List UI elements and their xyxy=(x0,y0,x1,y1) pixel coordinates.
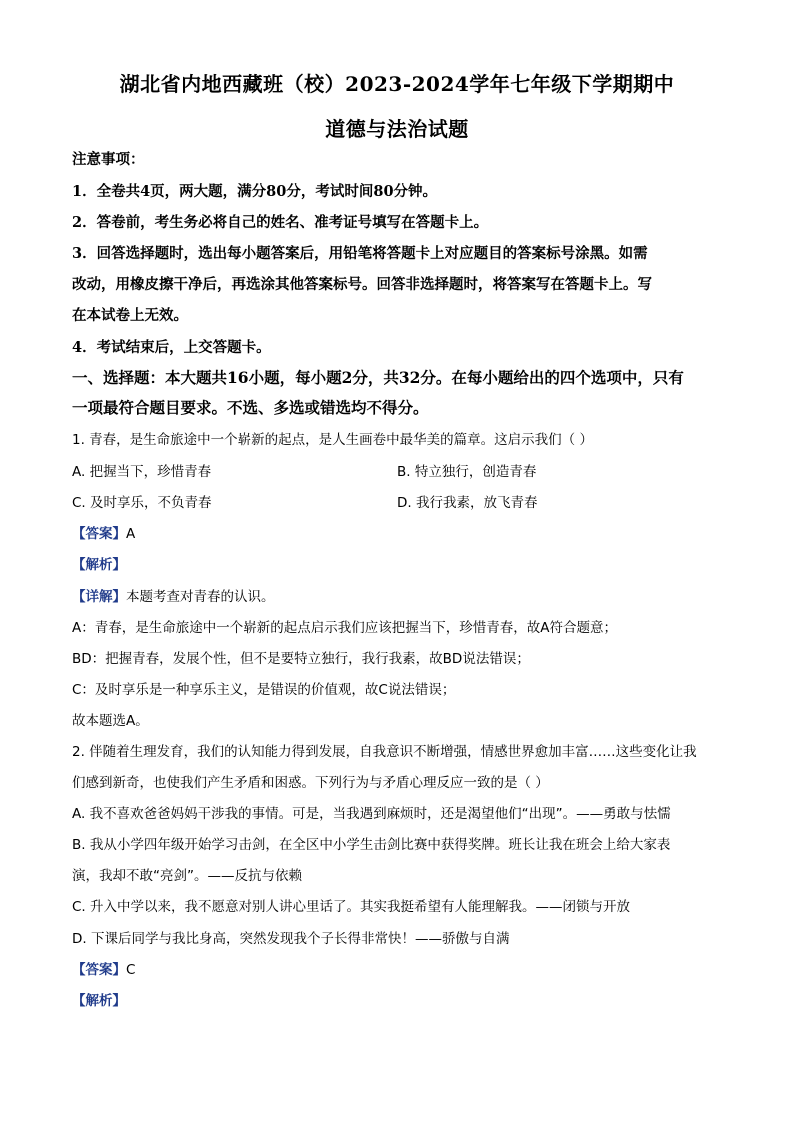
notice-item: 2．答卷前，考生务必将自己的姓名、准考证号填写在答题卡上。 xyxy=(72,214,489,231)
question-2-option-d: D. 下课后同学与我比身高，突然发现我个子长得非常快！——骄傲与自满 xyxy=(72,931,510,947)
question-2-stem-cont: 们感到新奇，也使我们产生矛盾和困惑。下列行为与矛盾心理反应一致的是（ ） xyxy=(72,775,549,791)
question-2-option-b: B. 我从小学四年级开始学习击剑，在全区中小学生击剑比赛中获得奖牌。班长让我在班会上给大家表 xyxy=(72,837,671,853)
detail-text: 本题考查对青春的认识。 xyxy=(126,589,275,605)
answer-value: C xyxy=(126,962,136,978)
question-2-analysis xyxy=(72,991,126,1011)
question-1-option-d: D. 我行我素，放飞青春 xyxy=(397,495,538,511)
question-1-option-c: C. 及时享乐，不负青春 xyxy=(72,495,212,511)
exam-title: 湖北省内地西藏班（校）2023-2024学年七年级下学期期中 xyxy=(119,72,675,96)
notice-item: 在本试卷上无效。 xyxy=(72,307,188,324)
question-1-explanation: BD：把握青春，发展个性，但不是要特立独行，我行我素，故BD说法错误； xyxy=(72,651,530,667)
answer-value: A xyxy=(126,526,136,542)
answer-tag: 【答案】 xyxy=(72,962,126,978)
answer-tag: 【答案】 xyxy=(72,526,126,542)
question-1-option-a: A. 把握当下，珍惜青春 xyxy=(72,464,212,480)
detail-tag: 【详解】 xyxy=(72,589,126,605)
question-1-answer xyxy=(72,524,135,544)
question-1-detail xyxy=(72,587,275,607)
analysis-tag: 【解析】 xyxy=(72,993,126,1009)
question-1-stem: 1. 青春，是生命旅途中一个崭新的起点，是人生画卷中最华美的篇章。这启示我们（ ） xyxy=(72,432,593,448)
notice-heading: 注意事项： xyxy=(72,151,145,168)
notice-item: 3．回答选择题时，选出每小题答案后，用铅笔将答题卡上对应题目的答案标号涂黑。如需 xyxy=(72,245,648,262)
question-2-option-a: A. 我不喜欢爸爸妈妈干涉我的事情。可是，当我遇到麻烦时，还是渴望他们“出现”。——勇敢与怯懦 xyxy=(72,806,671,822)
question-2-option-c: C. 升入中学以来，我不愿意对别人讲心里话了。其实我挺希望有人能理解我。——闭锁与开放 xyxy=(72,899,631,915)
question-1-conclusion: 故本题选A。 xyxy=(72,713,149,729)
question-2-stem: 2. 伴随着生理发育，我们的认知能力得到发展，自我意识不断增强，情感世界愈加丰富……这些变化让我 xyxy=(72,744,697,760)
question-2-option-b-cont: 演，我却不敢“亮剑”。——反抗与依赖 xyxy=(72,868,302,884)
question-2-answer xyxy=(72,960,135,980)
section-heading-cont: 一项最符合题目要求。不选、多选或错选均不得分。 xyxy=(72,398,429,417)
notice-item: 4．考试结束后，上交答题卡。 xyxy=(72,339,271,356)
exam-subtitle: 道德与法治试题 xyxy=(325,117,469,141)
question-1-option-b: B. 特立独行，创造青春 xyxy=(397,464,537,480)
notice-item: 1．全卷共4页，两大题，满分80分，考试时间80分钟。 xyxy=(72,183,438,200)
section-heading: 一、选择题：本大题共16小题，每小题2分，共32分。在每小题给出的四个选项中，只有 xyxy=(72,368,684,387)
question-1-analysis xyxy=(72,555,126,575)
question-1-explanation: C：及时享乐是一种享乐主义，是错误的价值观，故C说法错误； xyxy=(72,682,456,698)
analysis-tag: 【解析】 xyxy=(72,557,126,573)
question-1-explanation: A：青春，是生命旅途中一个崭新的起点启示我们应该把握当下，珍惜青春，故A符合题意； xyxy=(72,620,617,636)
notice-item: 改动，用橡皮擦干净后，再选涂其他答案标号。回答非选择题时，将答案写在答题卡上。写 xyxy=(72,276,652,293)
